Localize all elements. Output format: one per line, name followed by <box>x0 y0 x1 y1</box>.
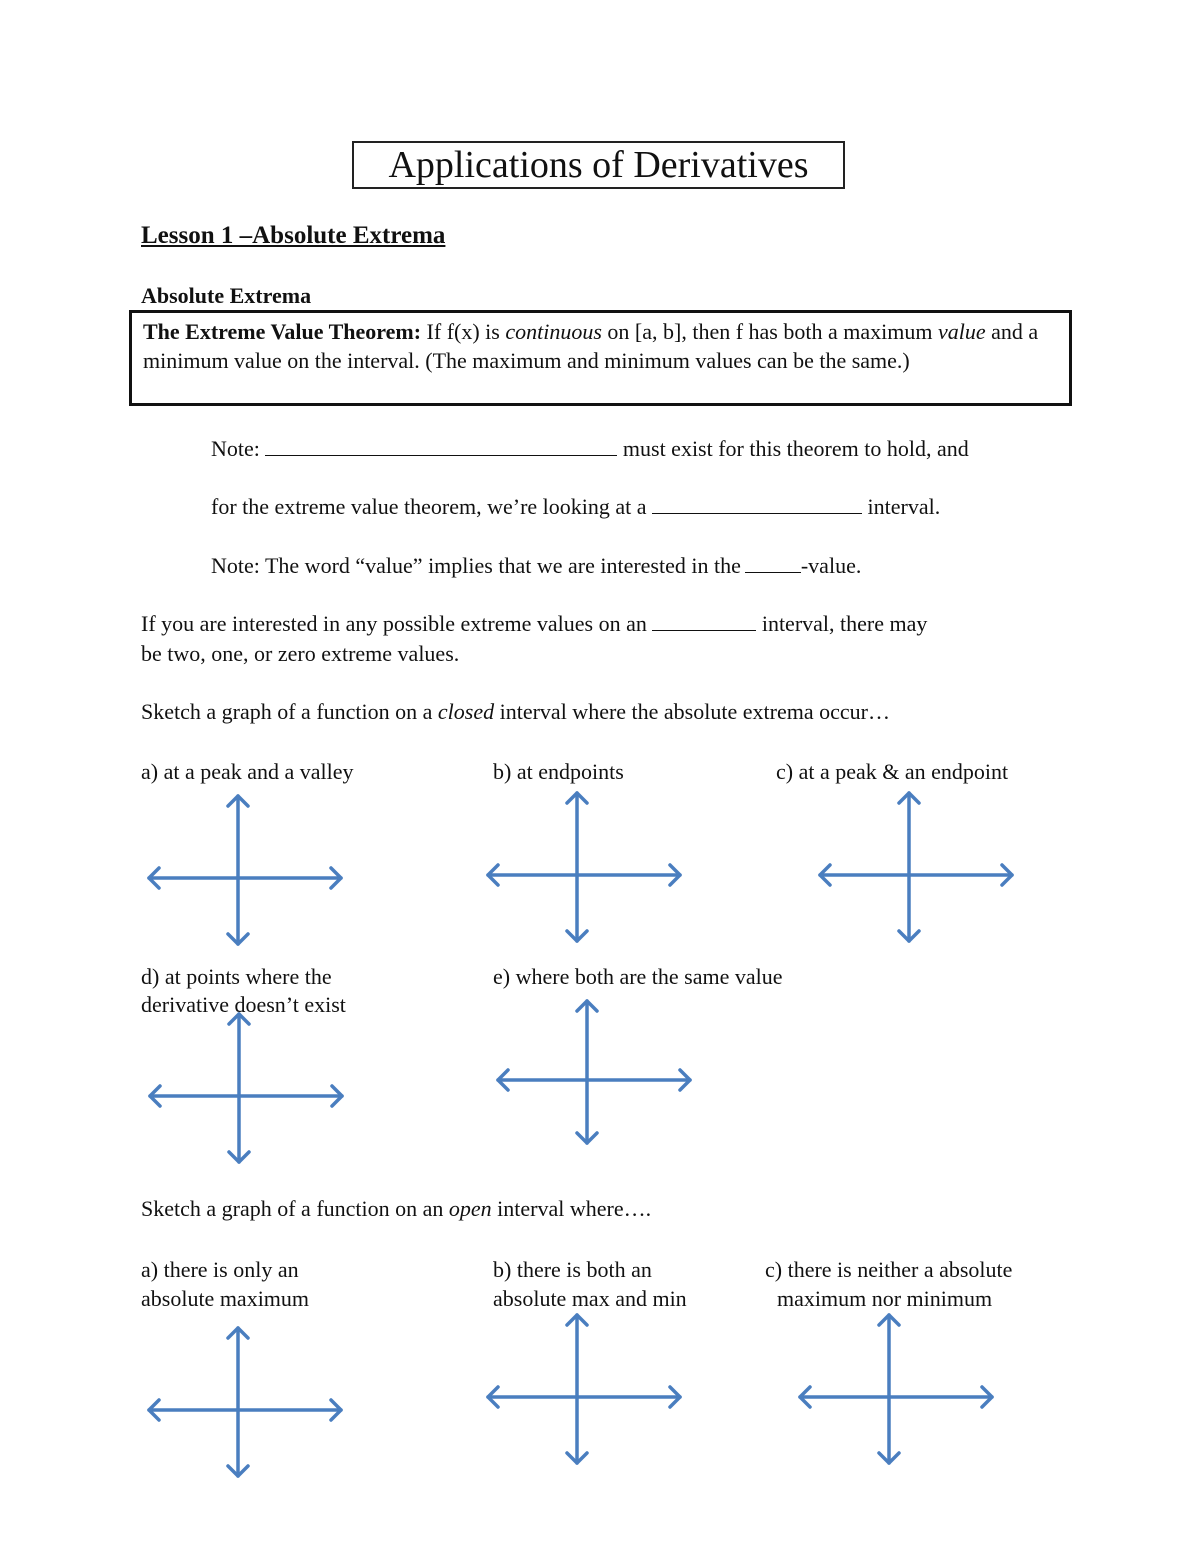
theorem-emph-value: value <box>937 319 986 344</box>
closed-case-d-line1: d) at points where the <box>141 964 332 989</box>
note-1c-after: interval. <box>867 494 941 519</box>
axes-open-c[interactable] <box>796 1311 996 1467</box>
closed-case-d-line2: derivative doesn’t exist <box>141 992 346 1017</box>
note-2-after: -value. <box>800 553 862 578</box>
open-case-a-line2: absolute maximum <box>141 1286 310 1311</box>
open-interval-paragraph-line2: be two, one, or zero extreme values. <box>141 641 460 666</box>
axes-closed-a[interactable] <box>145 792 345 948</box>
lesson-heading: Lesson 1 –Absolute Extrema <box>141 222 446 249</box>
open-para-before: If you are interested in any possible extreme values on an <box>141 611 647 636</box>
note-2-before: Note: The word “value” implies that we are interested in the <box>211 553 741 578</box>
axes-closed-d[interactable] <box>146 1010 346 1166</box>
axes-open-a[interactable] <box>145 1324 345 1480</box>
axes-closed-b[interactable] <box>484 789 684 945</box>
closed-case-e: e) where both are the same value <box>493 964 783 989</box>
open-case-b-line2: absolute max and min <box>493 1286 687 1311</box>
open-para-after: interval, there may <box>761 611 928 636</box>
open-case-a-line1: a) there is only an <box>141 1257 299 1282</box>
theorem-emph-continuous: continuous <box>505 319 602 344</box>
note-1 <box>211 436 969 462</box>
theorem-text-a: If f(x) is <box>421 319 506 344</box>
blank-2[interactable] <box>652 495 862 514</box>
open-case-c-line2: maximum nor minimum <box>777 1286 993 1311</box>
theorem-text-b: on [a, b], then f has both a maximum <box>601 319 938 344</box>
note-1c-before: for the extreme value theorem, we’re looking at a <box>211 494 647 519</box>
note-1-after: must exist for this theorem to hold, and <box>622 436 969 461</box>
closed-case-c: c) at a peak & an endpoint <box>776 759 1009 784</box>
open-prompt-before: Sketch a graph of a function on an <box>141 1196 449 1221</box>
blank-4[interactable] <box>652 612 756 631</box>
closed-interval-prompt <box>141 699 890 725</box>
axes-closed-c[interactable] <box>816 789 1016 945</box>
axes-open-b[interactable] <box>484 1311 684 1467</box>
page-title: Applications of Derivatives <box>352 141 845 189</box>
closed-prompt-after: interval where the absolute extrema occur… <box>494 699 890 724</box>
open-prompt-emph: open <box>448 1196 492 1221</box>
open-case-c-line1: c) there is neither a absolute <box>765 1257 1013 1282</box>
section-heading: Absolute Extrema <box>141 283 312 308</box>
closed-prompt-emph: closed <box>437 699 495 724</box>
axes-closed-e[interactable] <box>494 997 694 1147</box>
open-prompt-after: interval where…. <box>491 1196 652 1221</box>
theorem-name: The Extreme Value Theorem: <box>143 319 422 344</box>
open-interval-prompt <box>141 1196 651 1222</box>
open-interval-paragraph <box>141 611 927 637</box>
closed-prompt-before: Sketch a graph of a function on a <box>141 699 438 724</box>
open-case-b-line1: b) there is both an <box>493 1257 652 1282</box>
blank-1[interactable] <box>265 437 617 456</box>
note-1-continued <box>211 494 940 520</box>
theorem-box <box>129 310 1072 406</box>
closed-case-a: a) at a peak and a valley <box>141 759 354 784</box>
theorem-text-c: and a minimum value on the interval. (The maximum and minimum values can be the same.) <box>143 319 1039 373</box>
closed-case-b: b) at endpoints <box>493 759 624 784</box>
blank-3[interactable] <box>745 554 801 573</box>
note-1-before: Note: <box>211 436 260 461</box>
note-2 <box>211 553 861 579</box>
